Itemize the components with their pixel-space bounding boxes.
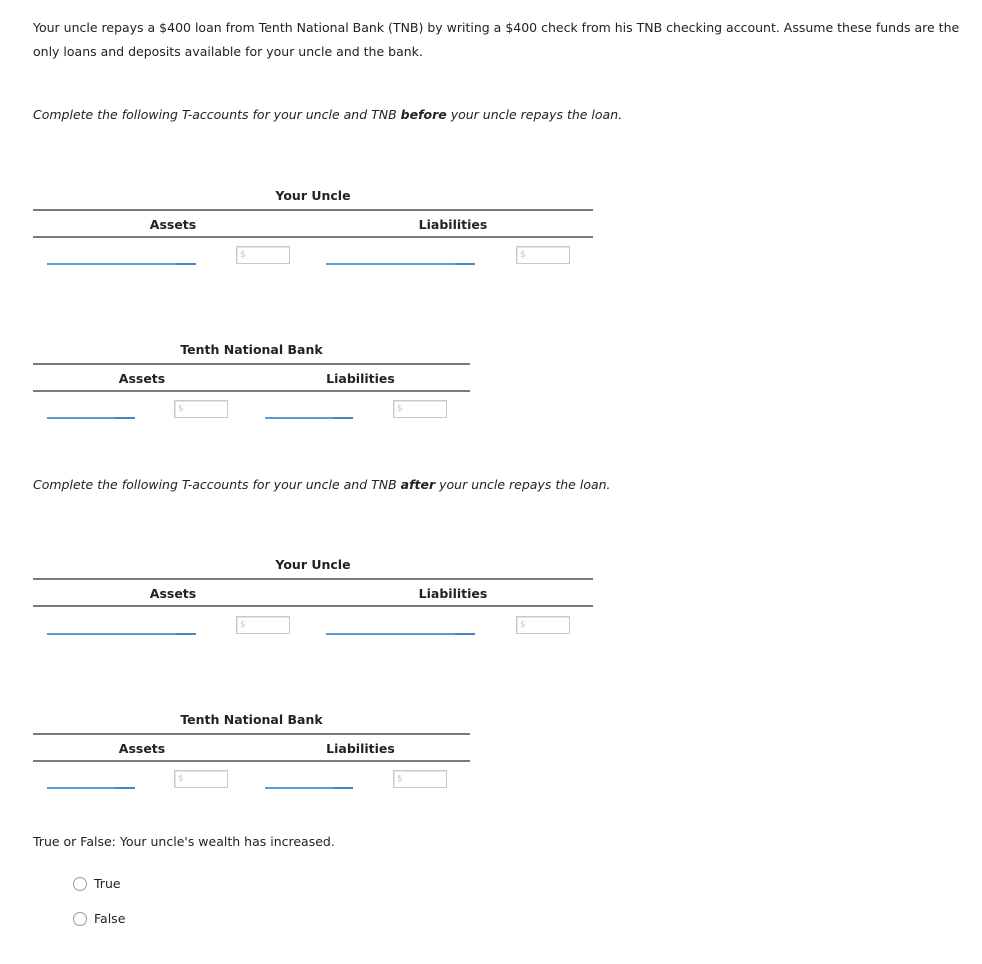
- assets-header: Assets: [118, 371, 166, 386]
- taccount-top-rule: [33, 578, 593, 580]
- liabilities-amount-input[interactable]: [516, 246, 570, 264]
- after-bank-taccount: [33, 712, 470, 792]
- after-instruction: [33, 477, 611, 493]
- assets-amount-input[interactable]: [236, 246, 290, 264]
- option-true-label[interactable]: True: [94, 876, 121, 891]
- dollar-sign: $: [240, 250, 246, 260]
- taccount-top-rule: [33, 363, 470, 365]
- radio-button-false[interactable]: [73, 912, 87, 926]
- dollar-sign: $: [178, 404, 184, 414]
- liabilities-header: Liabilities: [418, 586, 488, 601]
- taccount-header-rule: [33, 605, 593, 607]
- assets-header: Assets: [149, 586, 197, 601]
- assets-header: Assets: [118, 741, 166, 756]
- taccount-header-rule: [33, 236, 593, 238]
- liabilities-item-dropdown[interactable]: [326, 633, 475, 635]
- taccount-top-rule: [33, 209, 593, 211]
- option-false-label[interactable]: False: [94, 911, 126, 926]
- liabilities-item-dropdown[interactable]: [265, 417, 353, 419]
- liabilities-header: Liabilities: [326, 741, 395, 756]
- assets-item-dropdown[interactable]: [47, 787, 135, 789]
- dollar-sign: $: [397, 404, 403, 414]
- assets-amount-input[interactable]: [236, 616, 290, 634]
- before-instruction-post: your uncle repays the loan.: [446, 107, 623, 122]
- after-instruction-emphasis: after: [400, 477, 436, 492]
- liabilities-amount-input[interactable]: [516, 616, 570, 634]
- liabilities-header: Liabilities: [326, 371, 395, 386]
- before-instruction-emphasis: before: [400, 107, 447, 122]
- dollar-sign: $: [520, 620, 526, 630]
- taccount-header-rule: [33, 760, 470, 762]
- taccount-title: Your Uncle: [275, 188, 351, 203]
- before-instruction-pre: Complete the following T-accounts for your uncle and TNB: [33, 107, 401, 122]
- dollar-sign: $: [397, 774, 403, 784]
- liabilities-item-dropdown[interactable]: [265, 787, 353, 789]
- liabilities-header: Liabilities: [418, 217, 488, 232]
- radio-button-true[interactable]: [73, 877, 87, 891]
- assets-header: Assets: [149, 217, 197, 232]
- assets-amount-input[interactable]: [174, 770, 228, 788]
- taccount-title: Your Uncle: [275, 557, 351, 572]
- liabilities-amount-input[interactable]: [393, 770, 447, 788]
- taccount-title: Tenth National Bank: [180, 342, 323, 357]
- assets-item-dropdown[interactable]: [47, 263, 196, 265]
- taccount-header-rule: [33, 390, 470, 392]
- dollar-sign: $: [520, 250, 526, 260]
- dollar-sign: $: [240, 620, 246, 630]
- taccount-top-rule: [33, 733, 470, 735]
- taccount-title: Tenth National Bank: [180, 712, 323, 727]
- after-instruction-pre: Complete the following T-accounts for your uncle and TNB: [33, 477, 401, 492]
- after-instruction-post: your uncle repays the loan.: [435, 477, 611, 492]
- after-uncle-taccount: [33, 557, 593, 637]
- assets-amount-input[interactable]: [174, 400, 228, 418]
- true-false-question: True or False: Your uncle's wealth has increased.: [33, 834, 335, 849]
- liabilities-item-dropdown[interactable]: [326, 263, 475, 265]
- assets-item-dropdown[interactable]: [47, 417, 135, 419]
- intro-text: Your uncle repays a $400 loan from Tenth National Bank (TNB) by writing a $400 check from his TNB checking account. Assume these funds are the only loans and deposits available for your uncle and the bank.: [33, 20, 960, 59]
- before-instruction: [33, 107, 622, 123]
- liabilities-amount-input[interactable]: [393, 400, 447, 418]
- dollar-sign: $: [178, 774, 184, 784]
- before-uncle-taccount: [33, 188, 593, 268]
- before-bank-taccount: [33, 342, 470, 422]
- assets-item-dropdown[interactable]: [47, 633, 196, 635]
